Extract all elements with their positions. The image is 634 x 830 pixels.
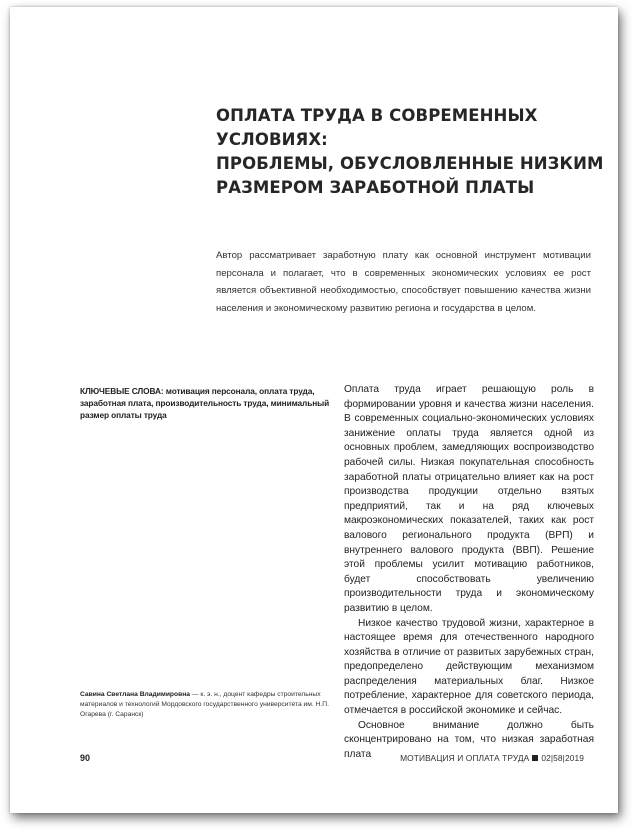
keywords-block [80,385,332,421]
article-abstract: Автор рассматривает заработную плату как основной инструмент мотивации персонала и полагает, что в современных экономических условиях ее рост является объективной необходимостью, способствует повышению качества жизни населения и экономическому развитию региона и государства в целом. [216,250,591,314]
keywords-list: мотивация персонала, оплата труда, заработная плата, производительность труда, минимальный размер оплаты труда [80,386,330,420]
article-body [344,383,594,762]
author-affiliation: — к. э. н., доцент кафедры строительных материалов и технологий Мордовского государственного университета им. Н.П. Огарева (г. Саранск) [80,691,329,718]
journal-name: МОТИВАЦИЯ И ОПЛАТА ТРУДА [400,753,530,763]
journal-footer [400,753,584,763]
author-info [80,690,336,720]
body-paragraph: Оплата труда играет решающую роль в формировании уровня и качества жизни населения. В современных социально-экономических условиях занижение оплаты труда является одной из основных проблем, замедляющих воспроизводство рабочей силы. Низкая покупательная способность заработной платы отрицательно влияет как на рост производства продукции отдельно взятых предприятий, так и на ряд ключевых макроэкономических показателей, таких как рост валового регионального продукта (ВРП) и внутреннего валового продукта (ВВП). Решение этой проблемы усилит мотивацию работников, будет способствовать увеличению производительности труда и экономическому развитию в целом. [344,384,594,614]
author-name: Савина Светлана Владимировна [80,691,190,698]
article-title: ОПЛАТА ТРУДА В СОВРЕМЕННЫХ УСЛОВИЯХ: ПРОБЛЕМЫ, ОБУСЛОВЛЕННЫЕ НИЗКИМ РАЗМЕРОМ ЗАРАБОТНОЙ ПЛАТЫ [216,106,604,197]
body-paragraph: Основное внимание должно быть сконцентрировано на том, что низкая заработная плата [344,719,594,760]
journal-page [10,7,618,813]
body-paragraph: Низкое качество трудовой жизни, характерное в настоящее время для отечественного народного хозяйства в отличие от развитых зарубежных стран, предопределено действующим механизмом распределения материальных благ. Низкое потребление, характерное для советского периода, отмечается в российской экономике и сейчас. [344,617,594,717]
page-number: 90 [80,753,91,763]
issue-number: 02|58|2019 [541,753,584,763]
square-bullet-icon [532,755,538,761]
keywords-label: КЛЮЧЕВЫЕ СЛОВА: [80,386,164,396]
